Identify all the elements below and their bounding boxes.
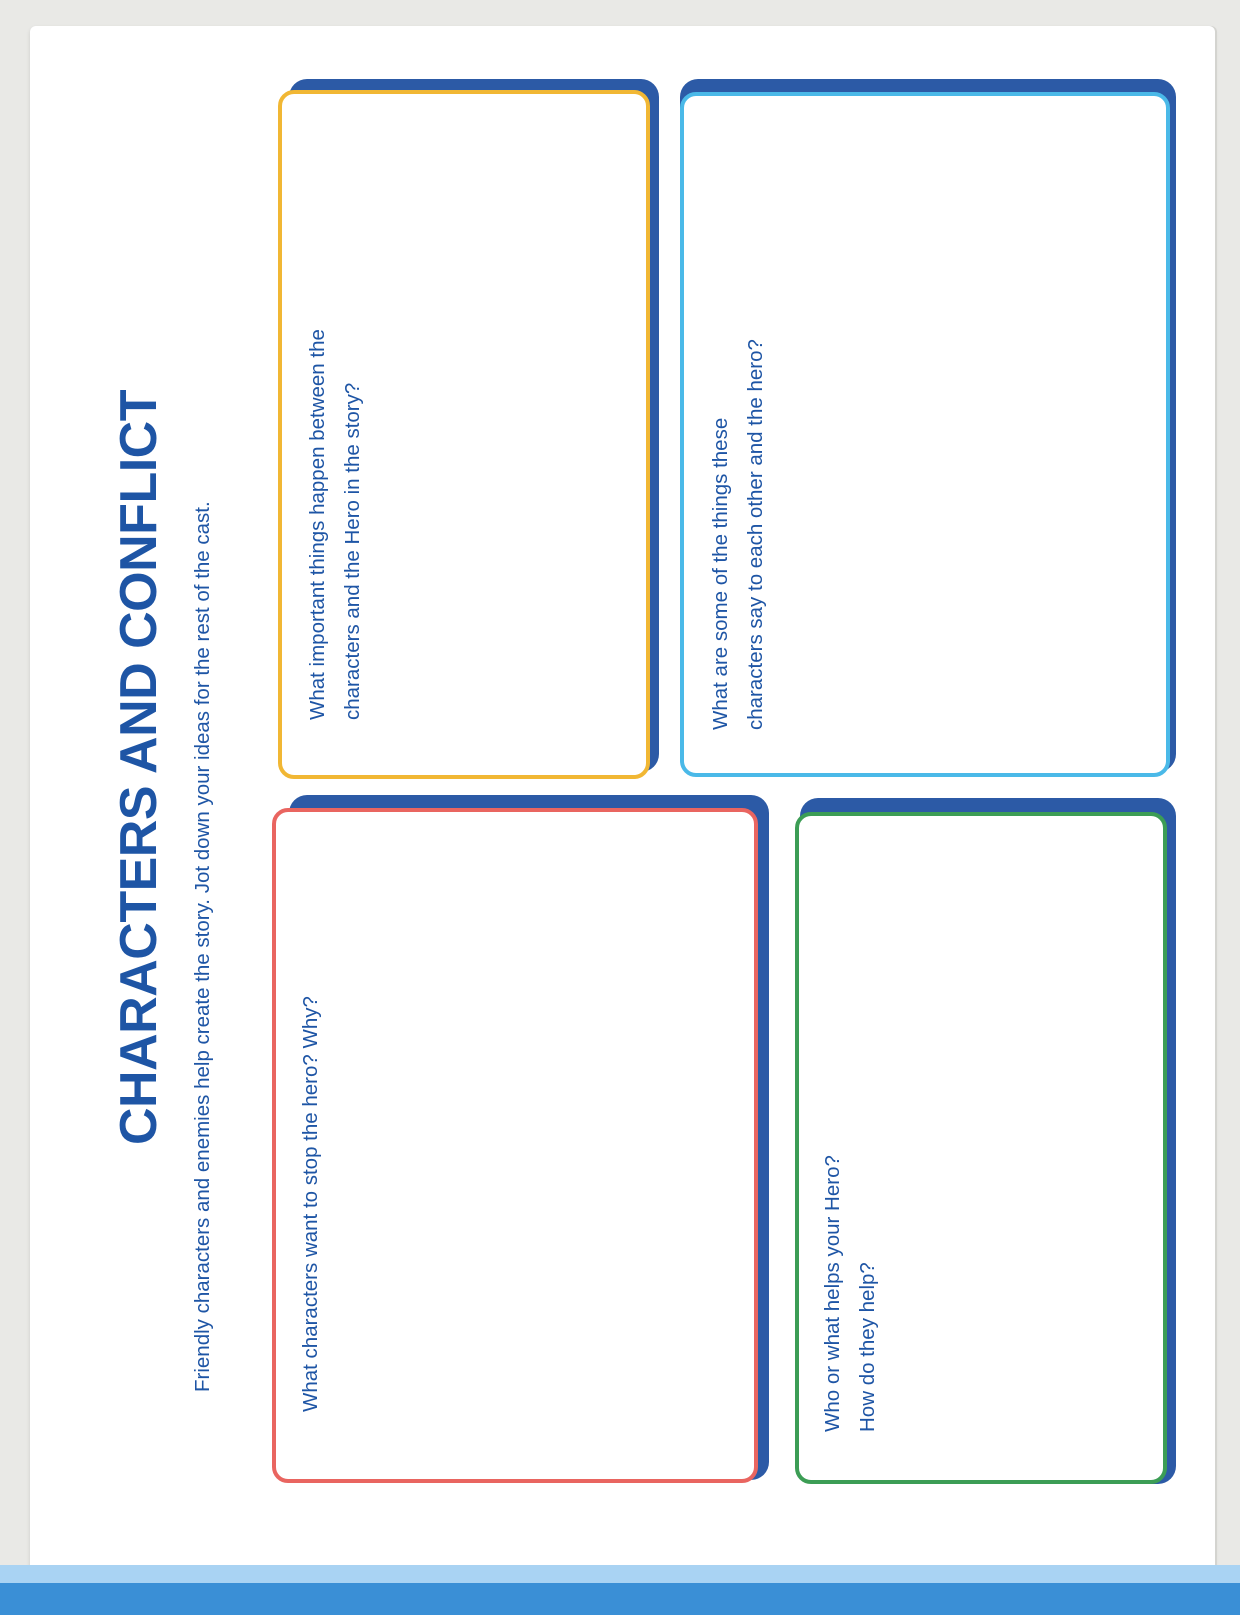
page-title: CHARACTERS AND CONFLICT: [110, 390, 168, 1145]
box-say-to-each-other-line2: characters say to each other and the hero?: [744, 339, 767, 730]
box-say-to-each-other-prompt: [703, 339, 773, 730]
box-important-things-line1: What important things happen between the: [306, 329, 329, 720]
box-stop-hero[interactable]: [272, 808, 758, 1483]
box-say-to-each-other-line1: What are some of the things these: [709, 417, 732, 730]
box-helps-hero-line2: How do they help?: [856, 1262, 879, 1432]
binding-strip: [0, 1583, 1240, 1615]
box-important-things-line2: characters and the Hero in the story?: [341, 382, 364, 720]
box-stop-hero-line1: What characters want to stop the hero? Why?: [299, 996, 322, 1412]
box-helps-hero-line1: Who or what helps your Hero?: [821, 1155, 844, 1432]
box-important-things-prompt: [300, 329, 370, 720]
box-stop-hero-prompt: [293, 996, 328, 1412]
page-intro: Friendly characters and enemies help create the story. Jot down your ideas for the rest of the cast.: [191, 501, 214, 1392]
box-helps-hero-prompt: [815, 1155, 885, 1432]
